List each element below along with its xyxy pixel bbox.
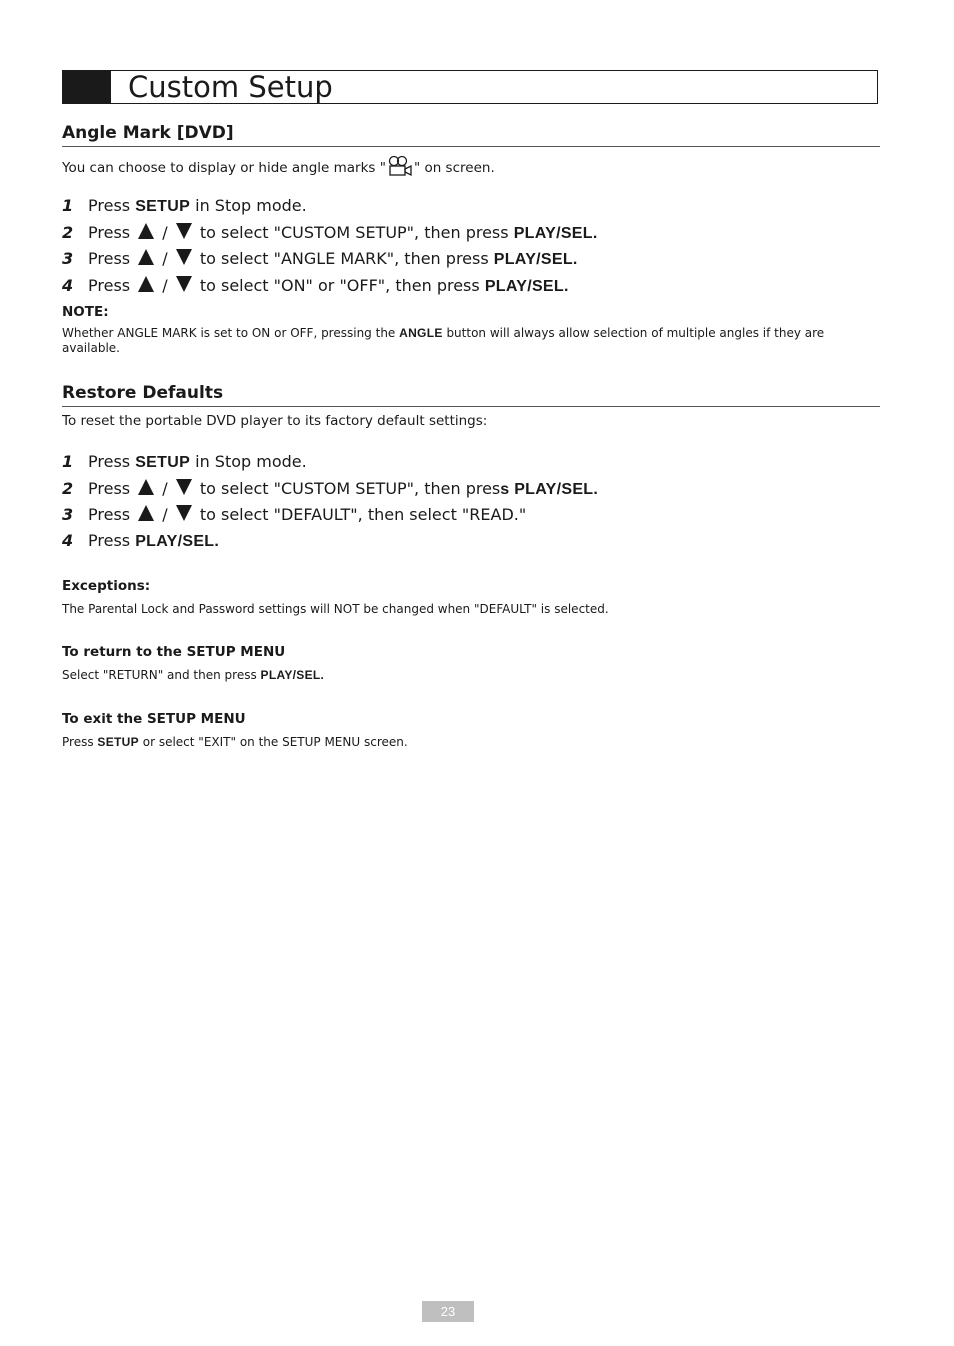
step-text: Press [88, 276, 136, 295]
restore-step-1 [62, 452, 307, 473]
step-text: to select "ON" or "OFF", then press [194, 276, 485, 295]
step-text: in Stop mode. [190, 452, 307, 471]
note-text [62, 326, 880, 356]
step-key: SETUP [135, 198, 191, 215]
down-arrow-icon [176, 276, 192, 292]
step-number: 3 [62, 505, 74, 524]
section-heading-angle-mark: Angle Mark [DVD] [62, 123, 880, 147]
exit-key: SETUP [97, 735, 139, 749]
exit-after: or select "EXIT" on the SETUP MENU screen. [138, 735, 408, 749]
step-text: Press [88, 196, 136, 215]
angle-step-1 [62, 196, 307, 217]
angle-intro-before: You can choose to display or hide angle marks " [62, 160, 386, 176]
step-number: 4 [62, 276, 74, 295]
down-arrow-icon [176, 505, 192, 521]
note-before: Whether ANGLE MARK is set to ON or OFF, pressing the [62, 326, 400, 340]
step-number: 2 [62, 223, 74, 242]
arrow-separator: / [157, 249, 173, 268]
up-arrow-icon [138, 505, 154, 521]
step-text: Press [88, 531, 136, 550]
up-arrow-icon [138, 223, 154, 239]
up-arrow-icon [138, 479, 154, 495]
return-key: PLAY/SEL. [260, 668, 325, 682]
step-key: SETUP [135, 454, 191, 471]
camera-angle-icon [386, 155, 414, 177]
step-number: 2 [62, 479, 74, 498]
step-text: to select "CUSTOM SETUP", then press [194, 223, 514, 242]
return-label: To return to the SETUP MENU [62, 644, 286, 660]
restore-step-2 [62, 479, 598, 500]
step-number: 1 [62, 196, 74, 215]
page-title: Custom Setup [128, 70, 333, 104]
angle-step-4 [62, 276, 569, 297]
note-after: button will always allow selection of multiple angles if they are available. [62, 326, 825, 355]
restore-step-3 [62, 505, 526, 525]
step-number: 4 [62, 531, 74, 550]
note-label: NOTE: [62, 304, 109, 320]
title-block [63, 71, 111, 103]
up-arrow-icon [138, 249, 154, 265]
down-arrow-icon [176, 223, 192, 239]
step-key: PLAY/SEL. [135, 533, 220, 550]
step-text: to select "DEFAULT", then select "READ." [194, 505, 527, 524]
return-text [62, 668, 880, 683]
step-key: PLAY/SEL. [493, 251, 578, 268]
title-bar [62, 70, 878, 104]
arrow-separator: / [157, 223, 173, 242]
page-number: 23 [422, 1301, 474, 1322]
step-text: Press [88, 479, 136, 498]
restore-step-4 [62, 531, 219, 552]
exceptions-text: The Parental Lock and Password settings will NOT be changed when "DEFAULT" is selected. [62, 602, 609, 616]
down-arrow-icon [176, 249, 192, 265]
step-text: Press [88, 223, 136, 242]
up-arrow-icon [138, 276, 154, 292]
step-number: 1 [62, 452, 74, 471]
down-arrow-icon [176, 479, 192, 495]
step-text: Press [88, 249, 136, 268]
angle-step-3 [62, 249, 578, 270]
restore-intro: To reset the portable DVD player to its factory default settings: [62, 413, 488, 429]
exceptions-label: Exceptions: [62, 578, 151, 594]
angle-step-2 [62, 223, 598, 244]
step-key: s PLAY/SEL. [500, 481, 599, 498]
step-text: Press [88, 452, 136, 471]
section-heading-restore-defaults: Restore Defaults [62, 383, 880, 407]
step-number: 3 [62, 249, 74, 268]
step-text: to select "ANGLE MARK", then press [194, 249, 494, 268]
arrow-separator: / [157, 479, 173, 498]
exit-text [62, 735, 880, 750]
arrow-separator: / [157, 505, 173, 524]
step-key: PLAY/SEL. [513, 225, 598, 242]
step-key: PLAY/SEL. [484, 278, 569, 295]
note-key: ANGLE [399, 326, 443, 340]
step-text: Press [88, 505, 136, 524]
return-before: Select "RETURN" and then press [62, 668, 261, 682]
angle-intro-after: " on screen. [413, 160, 495, 176]
exit-label: To exit the SETUP MENU [62, 711, 246, 727]
angle-intro [62, 155, 880, 177]
arrow-separator: / [157, 276, 173, 295]
step-text: to select "CUSTOM SETUP", then pres [194, 479, 501, 498]
exit-before: Press [62, 735, 98, 749]
step-text: in Stop mode. [190, 196, 307, 215]
